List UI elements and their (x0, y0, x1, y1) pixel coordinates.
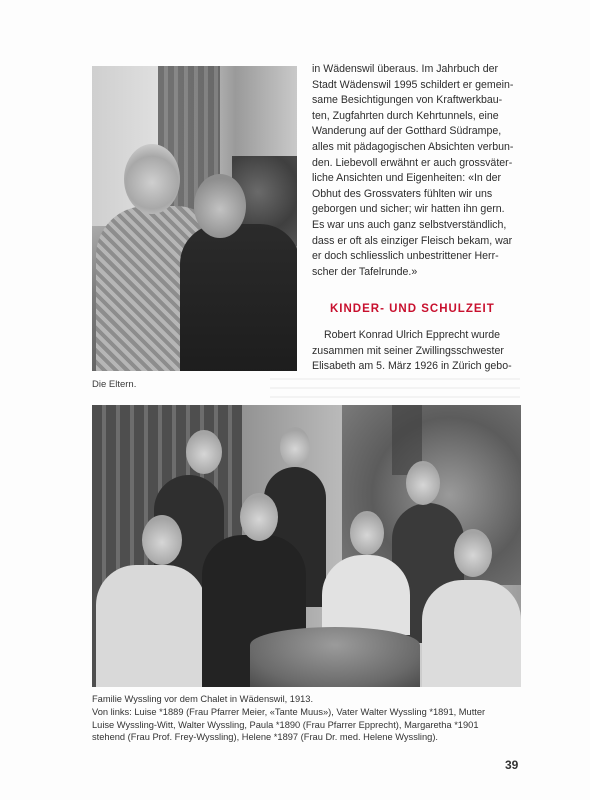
text-line: scher der Tafelrunde.» (312, 265, 418, 278)
text-line: liche Ansichten und Eigenheiten: «In der (312, 172, 502, 185)
text-line: Elisabeth am 5. März 1926 in Zürich gebo- (312, 360, 512, 373)
text-line: in Wädenswil überaus. Im Jahrbuch der (312, 63, 499, 75)
text-line: den. Liebevoll erwähnt er auch grossväter- (312, 156, 513, 169)
text-line: er doch schliesslich unbestrittener Herr- (312, 250, 499, 263)
section-heading: KINDER- UND SCHULZEIT (330, 303, 495, 315)
family-photo (92, 405, 521, 687)
parents-photo (92, 66, 297, 371)
caption-line: Von links: Luise *1889 (Frau Pfarrer Meier, «Tante Muus»), Vater Walter Wyssling *1891, Mutter (92, 706, 486, 717)
family-photo-caption (92, 693, 522, 744)
text-line: alles mit pädagogischen Absichten verbun- (312, 140, 514, 153)
text-line: ten, Zugfahrten durch Kehrtunnels, eine (312, 109, 499, 122)
text-line: Robert Konrad Ulrich Epprecht wurde (324, 329, 501, 341)
text-line: Es war uns auch ganz selbstverständlich, (312, 218, 507, 231)
bleed-through-shadow (270, 375, 520, 405)
parents-photo-caption: Die Eltern. (92, 379, 137, 390)
text-line: same Besichtigungen von Kraftwerkbau- (312, 94, 503, 107)
page-number: 39 (505, 758, 519, 772)
caption-line: stehend (Frau Prof. Frey-Wyssling), Helene *1897 (Frau Dr. med. Helene Wyssling). (92, 732, 439, 743)
text-line: geborgen und sicher; wir hatten ihn gern. (312, 203, 505, 216)
text-line: zusammen mit seiner Zwillingsschwester (312, 344, 504, 357)
text-line: dass er oft als einziger Fleisch bekam, war (312, 234, 513, 247)
text-line: Stadt Wädenswil 1995 schildert er gemein- (312, 78, 514, 91)
right-column-text (312, 62, 520, 280)
text-line: Wanderung auf der Gotthard Südrampe, (312, 125, 502, 138)
section-paragraph (312, 328, 520, 375)
text-line: Obhut des Grossvaters fühlten wir uns (312, 187, 493, 200)
caption-line: Familie Wyssling vor dem Chalet in Wädenswil, 1913. (92, 694, 314, 704)
caption-line: Luise Wyssling-Witt, Walter Wyssling, Paula *1890 (Frau Pfarrer Epprecht), Margaretha *1901 (92, 719, 479, 730)
